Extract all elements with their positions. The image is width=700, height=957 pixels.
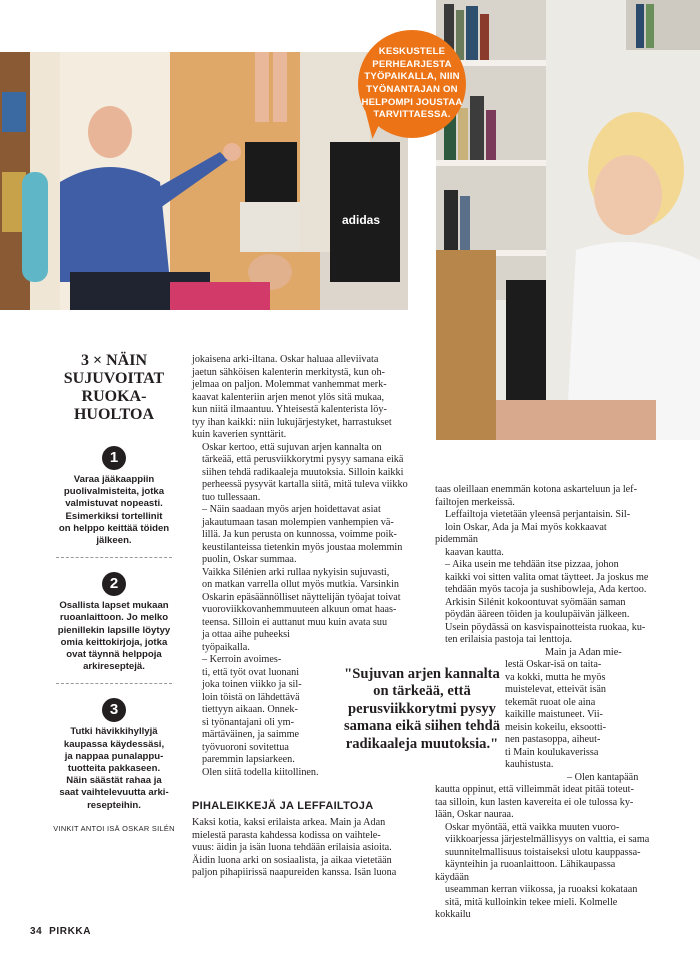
tips-title-line: 3 × NÄIN bbox=[80, 352, 147, 369]
tips-credit: VINKIT ANTOI ISÄ OSKAR SILÉN bbox=[53, 823, 175, 833]
article-line: jokaisena arki-iltana. Oskar haluaa alleviivata bbox=[192, 354, 379, 365]
callout-line: TYÖPAIKALLA, NIIN bbox=[364, 71, 460, 83]
svg-text:adidas: adidas bbox=[342, 213, 381, 227]
pull-quote-line: perusviikkorytmi pysyy bbox=[348, 700, 496, 717]
article-line: vuoroviikkovanhemmuuteen alkuun omat haas- bbox=[202, 604, 397, 615]
article-paragraph bbox=[435, 484, 650, 509]
article-line: Leffailtoja vietetään yleensä perjantaisin. Sil- bbox=[445, 509, 631, 520]
article-line: vuus: äidin ja isän luona tehdään erilaisia asioita. bbox=[192, 842, 392, 853]
photo-child-piano-illustration bbox=[436, 0, 700, 440]
photo-family-living-room-illustration bbox=[0, 52, 408, 310]
tips-sidebar bbox=[50, 352, 178, 833]
article-line: ten erilaisia pastoja tai lenttoja. bbox=[445, 634, 573, 645]
tip-line: resepteihin. bbox=[87, 799, 141, 811]
tip-item bbox=[50, 698, 178, 811]
pull-quote-line: samana eikä siihen tehdä bbox=[343, 718, 501, 735]
article-line: jakautumaan tasan molempien vanhempien vä- bbox=[202, 516, 394, 528]
tip-line: Esimerkiksi tortellinit bbox=[65, 510, 163, 522]
article-line: Äidin luona arki on sosiaalista, ja aikaa vietetään bbox=[192, 854, 392, 866]
article-line: Oskarin epäsäännölliset näyttelijän työajat toivat bbox=[202, 591, 401, 603]
article-line: tekemät ruoat ole aina bbox=[505, 696, 596, 708]
article-line: sitä, mitä kulloinkin tekee mieli. Kolmelle kokkailu bbox=[435, 896, 618, 920]
article-line: pöydän ääreen töiden ja koulupäivän jälkeen. bbox=[445, 609, 630, 620]
article-line: puolin, Oskar summaa. bbox=[202, 554, 297, 565]
article-line: siihen tehdä radikaaleja muutoksia. Silloin kaikki bbox=[202, 466, 404, 478]
article-line: ti, että työt ovat luonani bbox=[202, 666, 300, 678]
article-line: keustilanteissa tietenkin myös joustaa molemmin bbox=[202, 541, 403, 553]
page-number: 34 bbox=[30, 926, 43, 937]
article-line: lestä Oskar-isä on taita- bbox=[505, 659, 602, 670]
article-line: nen pastasoppa, aiheut- bbox=[505, 734, 601, 745]
tip-text bbox=[50, 474, 178, 547]
article-line: tehdään myös tacoja ja sushibowleja, Ada kertoo. bbox=[445, 584, 647, 595]
photo-family-living-room bbox=[0, 52, 408, 310]
tip-line: arkireseptejä. bbox=[83, 661, 145, 673]
article-line: ti Main koulukaverissa bbox=[505, 746, 599, 758]
article-line: Oskar kertoo, että sujuvan arjen kannalta on bbox=[202, 441, 382, 453]
tip-line: kaupassa käydessäsi, bbox=[63, 738, 165, 750]
tip-line: Osallista lapset mukaan bbox=[59, 600, 169, 612]
article-line: työvuoroni sovitettua bbox=[202, 741, 289, 753]
article-line: loin Oskar, Ada ja Mai myös kokkaavat pidemmän bbox=[435, 521, 607, 545]
photo-child-piano bbox=[436, 0, 700, 440]
article-line: useamman kerran viikossa, ja ruoaksi kokataan bbox=[445, 884, 638, 895]
article-line: Arkisin Silénit kokoontuvat syömään saman bbox=[445, 596, 626, 608]
pull-quote bbox=[340, 666, 504, 753]
tip-line: saat vaihtelevuutta arki- bbox=[59, 787, 169, 799]
article-line: paljon pihapiirissä naapureiden kanssa. Isän luona bbox=[192, 867, 397, 878]
magazine-name: PIRKKA bbox=[49, 926, 92, 937]
tips-title-line: HUOLTOA bbox=[73, 406, 155, 423]
article-line: tuo tullessaan. bbox=[202, 491, 261, 503]
tip-line: jälkeen. bbox=[96, 535, 132, 547]
article-paragraph bbox=[192, 504, 410, 567]
article-line: kaavan kautta. bbox=[445, 546, 504, 558]
article-line: mielestä parasta kahdessa kodissa on vaihtele- bbox=[192, 829, 381, 841]
tip-line: ruoanlaittoon. Jo melko bbox=[59, 612, 169, 624]
article-line: tiettyyn aikaan. Onnek- bbox=[202, 704, 298, 715]
article-line: teensa. Silloin ei auttanut muu kuin avata suu bbox=[202, 616, 388, 628]
tip-item bbox=[50, 572, 178, 684]
article-line: kautta oppinut, että villeimmät ideat pitää toteut- bbox=[435, 784, 634, 795]
article-line: perheessä pysyvät kartalla siitä, mitä tuleva viikko bbox=[202, 479, 408, 490]
article-line: kaavat kalenteriin arjen menot ylös sitä mukaa, bbox=[192, 391, 385, 403]
page-folio bbox=[30, 926, 91, 937]
article-line: ja ottaa aihe puheeksi bbox=[202, 629, 290, 640]
article-line: on matkan varrella ollut myös mutkia. Varsinkin bbox=[202, 579, 400, 590]
article-line: taas oleillaan enemmän kotona askarteluun ja lef- bbox=[435, 484, 637, 495]
article-line: – Aika usein me tehdään itse pizzaa, johon bbox=[445, 559, 619, 570]
tip-text bbox=[50, 600, 178, 673]
article-line: Olen siitä todella kiitollinen. bbox=[202, 766, 319, 778]
callout-line: TARVITTAESSA. bbox=[373, 109, 451, 121]
article-line: – Näin saadaan myös arjen hoidettavat asiat bbox=[202, 504, 381, 515]
callout-line: HELPOMPI JOUSTAA bbox=[361, 96, 463, 108]
article-column-middle bbox=[192, 354, 410, 880]
tip-number-badge: 2 bbox=[102, 572, 126, 596]
tip-number-badge: 1 bbox=[102, 446, 126, 470]
article-paragraph bbox=[435, 597, 650, 647]
tips-title bbox=[50, 352, 178, 424]
article-line: käynteihin ja ruoanlaittoon. Lähikaupassa käydään bbox=[435, 859, 616, 883]
article-paragraph bbox=[192, 817, 410, 880]
tip-line: Tutki hävikkihyllyjä bbox=[70, 726, 158, 738]
tip-line: tuotteita pakkaseen. bbox=[67, 763, 161, 775]
article-line: tärkeää, että perusviikkorytmi pysyy samana eikä bbox=[202, 454, 404, 465]
section-heading: PIHALEIKKEJÄ JA LEFFAILTOJA bbox=[192, 800, 374, 812]
callout-line: PERHEARJESTA bbox=[372, 58, 452, 70]
article-line: suunnitelmallisuus toistaiseksi ulotu kauppassa- bbox=[445, 846, 641, 858]
article-line: kun niitä ilmaantuu. Yhteisestä kalenterista löy- bbox=[192, 404, 387, 415]
article-line: – Kerroin avoimes- bbox=[202, 654, 282, 665]
article-line: failtojen merkeissä. bbox=[435, 496, 515, 508]
article-line: kauhistusta. bbox=[505, 759, 554, 770]
article-line: loin töistä on lähdettävä bbox=[202, 691, 300, 703]
article-line: Oskar myöntää, että vaikka muuten vuoro- bbox=[445, 821, 620, 833]
article-paragraph bbox=[435, 509, 650, 559]
article-line: paremmin lapsiarkeen. bbox=[202, 754, 295, 765]
article-paragraph bbox=[435, 822, 650, 922]
tip-item bbox=[50, 446, 178, 558]
article-line: – Olen kantapään bbox=[567, 771, 639, 783]
callout-line: KESKUSTELE bbox=[378, 46, 446, 58]
article-line: Vaikka Silénien arki rullaa nykyisin sujuvasti, bbox=[202, 566, 390, 578]
callout-line: TYÖNANTAJAN ON bbox=[366, 84, 458, 95]
article-line: kaikille maistuneet. Vii- bbox=[505, 709, 603, 720]
tip-line: Näin säästät rahaa ja bbox=[66, 775, 162, 787]
article-line: lillä. Ja kun perusta on kunnossa, voimme poik- bbox=[202, 529, 397, 540]
article-paragraph bbox=[192, 442, 410, 505]
article-line: jelmaa on paljon. Molemmat vanhemmat merk- bbox=[192, 379, 387, 390]
article-line: kaikki voi sitten valita omat täytteet. Ja joskus me bbox=[445, 571, 649, 583]
article-line: muistelevat, etteivät isän bbox=[505, 684, 606, 695]
article-line: joka toinen viikko ja sil- bbox=[202, 679, 302, 690]
article-line: työpaikalla. bbox=[202, 641, 250, 653]
tip-text bbox=[50, 726, 178, 811]
callout-bubble bbox=[358, 30, 466, 138]
article-line: Usein pöydässä on kasvispainotteista ruokaa, ku- bbox=[445, 621, 646, 633]
article-line: va kokki, mutta he myös bbox=[505, 671, 606, 683]
article-line: Kaksi kotia, kaksi erilaista arkea. Main ja Adan bbox=[192, 817, 386, 828]
tip-line: ovat täynnä helppoja bbox=[66, 649, 162, 661]
tip-line: ja nappaa punalappu- bbox=[64, 750, 164, 762]
article-line: lään, Oskar nauraa. bbox=[435, 809, 514, 820]
article-line: Main ja Adan mie- bbox=[545, 646, 622, 658]
article-paragraph bbox=[435, 772, 650, 822]
article-line: kuin kaverien synttärit. bbox=[192, 429, 287, 440]
tip-line: omia keittokirjoja, jotka bbox=[60, 636, 168, 648]
tip-line: puolivalmisteita, jotka bbox=[63, 486, 165, 498]
article-line: viikkoarjessa järjestelmällisyys on valttia, ei sama bbox=[445, 834, 650, 845]
tip-number-badge: 3 bbox=[102, 698, 126, 722]
article-line: jaetun sähköisen kalenterin merkitystä, kun oh- bbox=[192, 366, 385, 378]
article-paragraph bbox=[192, 567, 410, 655]
pull-quote-line: radikaaleja muutoksia." bbox=[345, 735, 499, 752]
article-paragraph bbox=[192, 354, 410, 442]
pull-quote-line: on tärkeää, että bbox=[373, 683, 471, 700]
pull-quote-line: "Sujuvan arjen kannalta bbox=[344, 666, 500, 682]
article-line: si työnantajani oli ym- bbox=[202, 716, 294, 728]
tips-title-line: RUOKA- bbox=[81, 388, 147, 405]
tip-line: valmistuvat nopeasti. bbox=[65, 498, 163, 510]
tip-line: on helppo keittää töiden bbox=[58, 522, 170, 534]
tips-title-line: SUJUVOITAT bbox=[63, 370, 165, 387]
article-line: taa silloin, kun lasten kavereita ei ole tulossa ky- bbox=[435, 796, 634, 808]
article-line: märtäväinen, ja saimme bbox=[202, 729, 300, 740]
tip-line: pienillekin lapsille löytyy bbox=[57, 624, 171, 636]
tip-line: Varaa jääkaappiin bbox=[73, 474, 155, 485]
article-paragraph bbox=[435, 559, 650, 597]
tip-divider bbox=[56, 557, 172, 558]
article-line: meisin kokeilu, eksootti- bbox=[505, 721, 607, 733]
tip-divider bbox=[56, 683, 172, 684]
article-line: tyy ihan kaikki: niin lukujärjestyket, harrastukset bbox=[192, 416, 392, 428]
